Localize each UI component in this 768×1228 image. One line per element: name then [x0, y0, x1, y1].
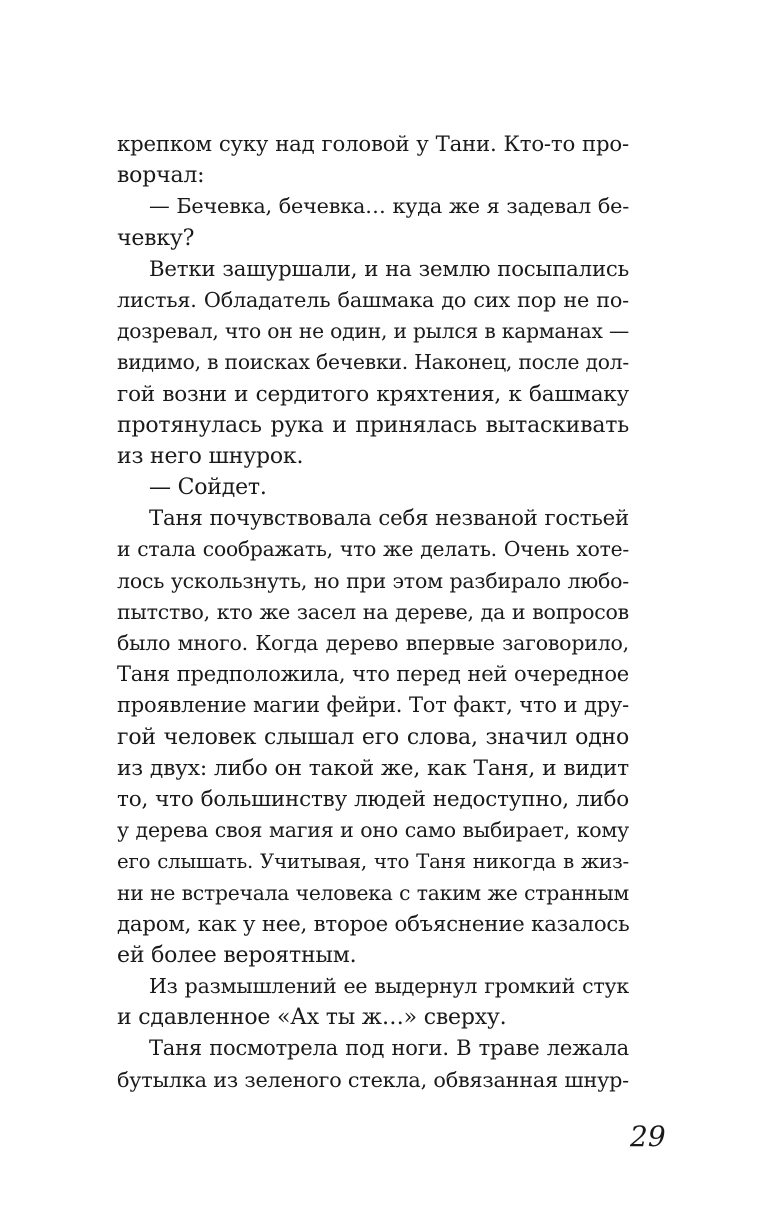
text-line: Из размышлений ее выдернул громкий стук	[149, 974, 629, 999]
text-line: его слышать. Учитывая, что Таня никогда в жиз-	[117, 850, 629, 874]
text-line: проявление магии фейри. Тот факт, что и дру-	[117, 693, 629, 718]
page-number: 29	[630, 1120, 666, 1153]
text-line: бутылка из зеленого стекла, обвязанная шнур-	[117, 1067, 629, 1092]
text-line: — Бечевка, бечевка… куда же я задевал бе-	[149, 194, 629, 219]
text-line: Ветки зашуршали, и на землю посыпались	[149, 256, 629, 282]
text-line: дозревал, что он не один, и рылся в карманах —	[117, 319, 629, 344]
text-line: ей более вероятным.	[117, 942, 357, 968]
text-line: крепком суку над головой у Тани. Кто-то про-	[117, 132, 629, 157]
text-line: из двух: либо он такой же, как Таня, и видит	[117, 755, 629, 781]
text-line: пытство, кто же засел на дереве, да и вопросов	[117, 599, 629, 624]
text-line: — Сойдет.	[149, 475, 267, 501]
text-line: чевку?	[117, 225, 195, 251]
text-line: гой возни и сердитого кряхтения, к башмаку	[117, 381, 629, 407]
text-line: и стала соображать, что же делать. Очень хоте-	[117, 537, 629, 562]
text-line: лось ускользнуть, но при этом разбирало любо-	[117, 568, 629, 593]
text-line: видимо, в поисках бечевки. Наконец, после дол-	[117, 350, 630, 375]
text-line: ни не встречала человека с таким же странным	[117, 880, 629, 905]
text-line: у дерева своя магия и оно само выбирает, кому	[117, 818, 629, 843]
text-line: ворчал:	[117, 163, 205, 189]
text-line: Таня почувствовала себя незваной гостьей	[149, 506, 629, 532]
text-line: из него шнурок.	[117, 443, 304, 469]
text-line: листья. Обладатель башмака до сих пор не по-	[117, 287, 629, 312]
text-line: то, что большинству людей недоступно, либо	[117, 786, 629, 812]
text-line: и сдавленное «Ах ты ж…» сверху.	[117, 1005, 507, 1031]
text-line: даром, как у нее, второе объяснение казалось	[117, 911, 630, 937]
page-body-text	[117, 129, 629, 1096]
text-line: гой человек слышал его слова, значил одно	[117, 724, 629, 750]
text-line: Таня посмотрела под ноги. В траве лежала	[149, 1036, 629, 1061]
text-line: протянулась рука и принялась вытаскивать	[117, 412, 629, 438]
text-line: Таня предположила, что перед ней очередное	[117, 662, 629, 687]
text-line: было много. Когда дерево впервые заговорило,	[117, 631, 629, 655]
